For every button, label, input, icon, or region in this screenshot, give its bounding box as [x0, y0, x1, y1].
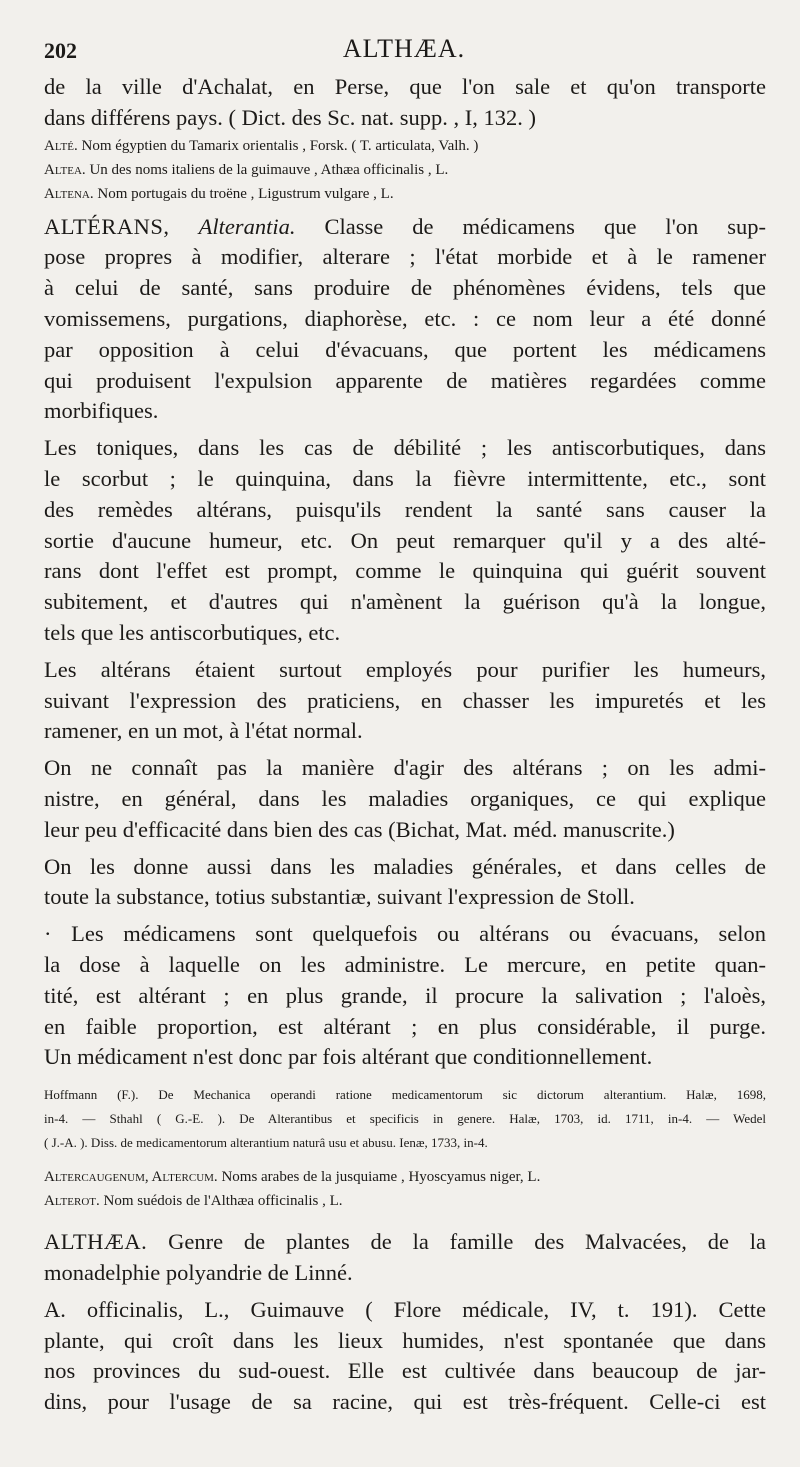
text-line: toute la substance, totius substantiæ, suivant l'expression de Stoll. — [44, 884, 635, 910]
text-line: Les toniques, dans les cas de débilité ; les antiscorbutiques, dans — [44, 435, 766, 461]
entry-text: Nom portugais du troëne , Ligustrum vulgare , L. — [97, 185, 394, 202]
entry-line — [44, 1189, 766, 1213]
text-line: qui produisent l'expulsion apparente de matières regardées comme — [44, 367, 766, 393]
text-line: tels que les antiscorbutiques, etc. — [44, 619, 341, 645]
entry-text: Genre de plantes de la famille des Malvacées, de la — [168, 1229, 766, 1255]
entry-headword: Alterot. — [44, 1193, 100, 1210]
entry-line — [44, 134, 766, 158]
entry-altercaugenum — [44, 1165, 766, 1189]
text-line: nistre, en général, dans les maladies organiques, ce qui explique — [44, 785, 766, 811]
entry-headword: ALTHÆA. — [44, 1229, 148, 1255]
text-line: à celui de santé, sans produire de phénomènes évidens, tels que — [44, 275, 766, 301]
entry-text: Nom suédois de l'Althæa officinalis , L. — [103, 1193, 343, 1210]
entry-alte — [44, 134, 766, 158]
text-line: sortie d'aucune humeur, etc. On peut remarquer qu'il y a des alté- — [44, 527, 766, 553]
text-line: vomissemens, purgations, diaphorèse, etc. : ce nom leur a été donné — [44, 305, 766, 331]
reference-line: ( J.-A. ). Diss. de medicamentorum alterantium naturâ usu et abusu. Ienæ, 1733, in-4. — [44, 1135, 488, 1151]
text-line: plante, qui croît dans les lieux humides, n'est spontanée que dans — [44, 1327, 766, 1353]
entry-althaea — [44, 1227, 766, 1289]
entry-latin-name: Alterantia. — [198, 213, 296, 239]
text-line: nos provinces du sud-ouest. Elle est cultivée dans beaucoup de jar- — [44, 1358, 766, 1384]
text-line: · Les médicamens sont quelquefois ou altérans ou évacuans, selon — [44, 921, 766, 947]
text-line: de la ville d'Achalat, en Perse, que l'on sale et qu'on transporte — [44, 74, 766, 99]
text-line: suivant l'expression des praticiens, en chasser les impuretés et les — [44, 687, 766, 713]
text-line: en faible proportion, est altérant ; en plus considérable, il purge. — [44, 1013, 766, 1039]
page-body — [44, 72, 766, 1418]
text-line: rans dont l'effet est prompt, comme le quinquina qui guérit souvent — [44, 558, 766, 584]
entry-headword: Altercaugenum, Altercum. — [44, 1169, 218, 1186]
text-line: A. officinalis, L., Guimauve ( Flore médicale, IV, t. 191). Cette — [44, 1296, 766, 1322]
text-line: leur peu d'efficacité dans bien des cas (Bichat, Mat. méd. manuscrite.) — [44, 816, 675, 842]
entry-altea — [44, 158, 766, 182]
entry-line — [44, 158, 766, 182]
entry-alterans — [44, 212, 766, 428]
text-line: par opposition à celui d'évacuans, que portent les médicamens — [44, 336, 766, 362]
paragraph — [44, 919, 766, 1073]
entry-headword: ALTÉRANS, — [44, 213, 170, 239]
text-line: la dose à laquelle on les administre. Le mercure, en petite quan- — [44, 951, 766, 977]
entry-text: Un des noms italiens de la guimauve , Athæa officinalis , L. — [89, 161, 449, 178]
text-line: pose propres à modifier, alterare ; l'état morbide et à le ramener — [44, 244, 766, 270]
entry-altena — [44, 182, 766, 206]
entry-text: Classe de médicamens que l'on sup- — [324, 213, 767, 239]
text-line: On les donne aussi dans les maladies générales, et dans celles de — [44, 853, 766, 879]
text-line — [44, 1227, 766, 1258]
entry-headword: Alté. — [44, 137, 78, 154]
page-header — [44, 32, 764, 68]
text-line: des remèdes altérans, puisqu'ils rendent la santé sans causer la — [44, 496, 766, 522]
text-line: monadelphie polyandrie de Linné. — [44, 1259, 353, 1285]
page-number: 202 — [44, 38, 77, 63]
text-line: On ne connaît pas la manière d'agir des altérans ; on les admi- — [44, 755, 766, 781]
paragraph — [44, 753, 766, 845]
entry-headword: Altea. — [44, 161, 86, 178]
entry-alterot — [44, 1189, 766, 1213]
entry-text: Nom égyptien du Tamarix orientalis , Forsk. ( T. articulata, Valh. ) — [81, 137, 479, 154]
text-line: Les altérans étaient surtout employés pour purifier les humeurs, — [44, 656, 766, 682]
entry-line — [44, 1165, 766, 1189]
paragraph — [44, 655, 766, 747]
text-line: ramener, en un mot, à l'état normal. — [44, 718, 363, 744]
text-line: dans différens pays. ( Dict. des Sc. nat. supp. , I, 132. ) — [44, 104, 536, 130]
text-line: dins, pour l'usage de sa racine, qui est très-fréquent. Celle-ci est — [44, 1389, 766, 1415]
text-line: Un médicament n'est donc par fois altérant que conditionnellement. — [44, 1044, 653, 1070]
entry-althaea-officinalis — [44, 1295, 766, 1418]
text-line: morbifiques. — [44, 398, 159, 424]
reference-line: Hoffmann (F.). De Mechanica operandi ratione medicamentorum sic dictorum alterantium. Halæ, 1698, — [44, 1087, 766, 1103]
running-head: ALTHÆA. — [342, 34, 466, 63]
paragraph — [44, 852, 766, 914]
text-line — [44, 212, 766, 243]
entry-text: Noms arabes de la jusquiame , Hyoscyamus niger, L. — [221, 1169, 541, 1186]
reference-line: in-4. — Sthahl ( G.-E. ). De Alterantibus et specificis in genere. Halæ, 1703, id. 1711, in-4. — Wedel — [44, 1111, 766, 1127]
entry-line — [44, 182, 766, 206]
bibliography — [44, 1083, 766, 1155]
text-line: le scorbut ; le quinquina, dans la fièvre intermittente, etc., sont — [44, 465, 766, 491]
text-line: subitement, et d'autres qui n'amènent la guérison qu'à la longue, — [44, 589, 766, 615]
paragraph — [44, 433, 766, 649]
continued-paragraph — [44, 72, 766, 134]
text-line: tité, est altérant ; en plus grande, il procure la salivation ; l'aloès, — [44, 982, 766, 1008]
entry-headword: Altena. — [44, 185, 94, 202]
